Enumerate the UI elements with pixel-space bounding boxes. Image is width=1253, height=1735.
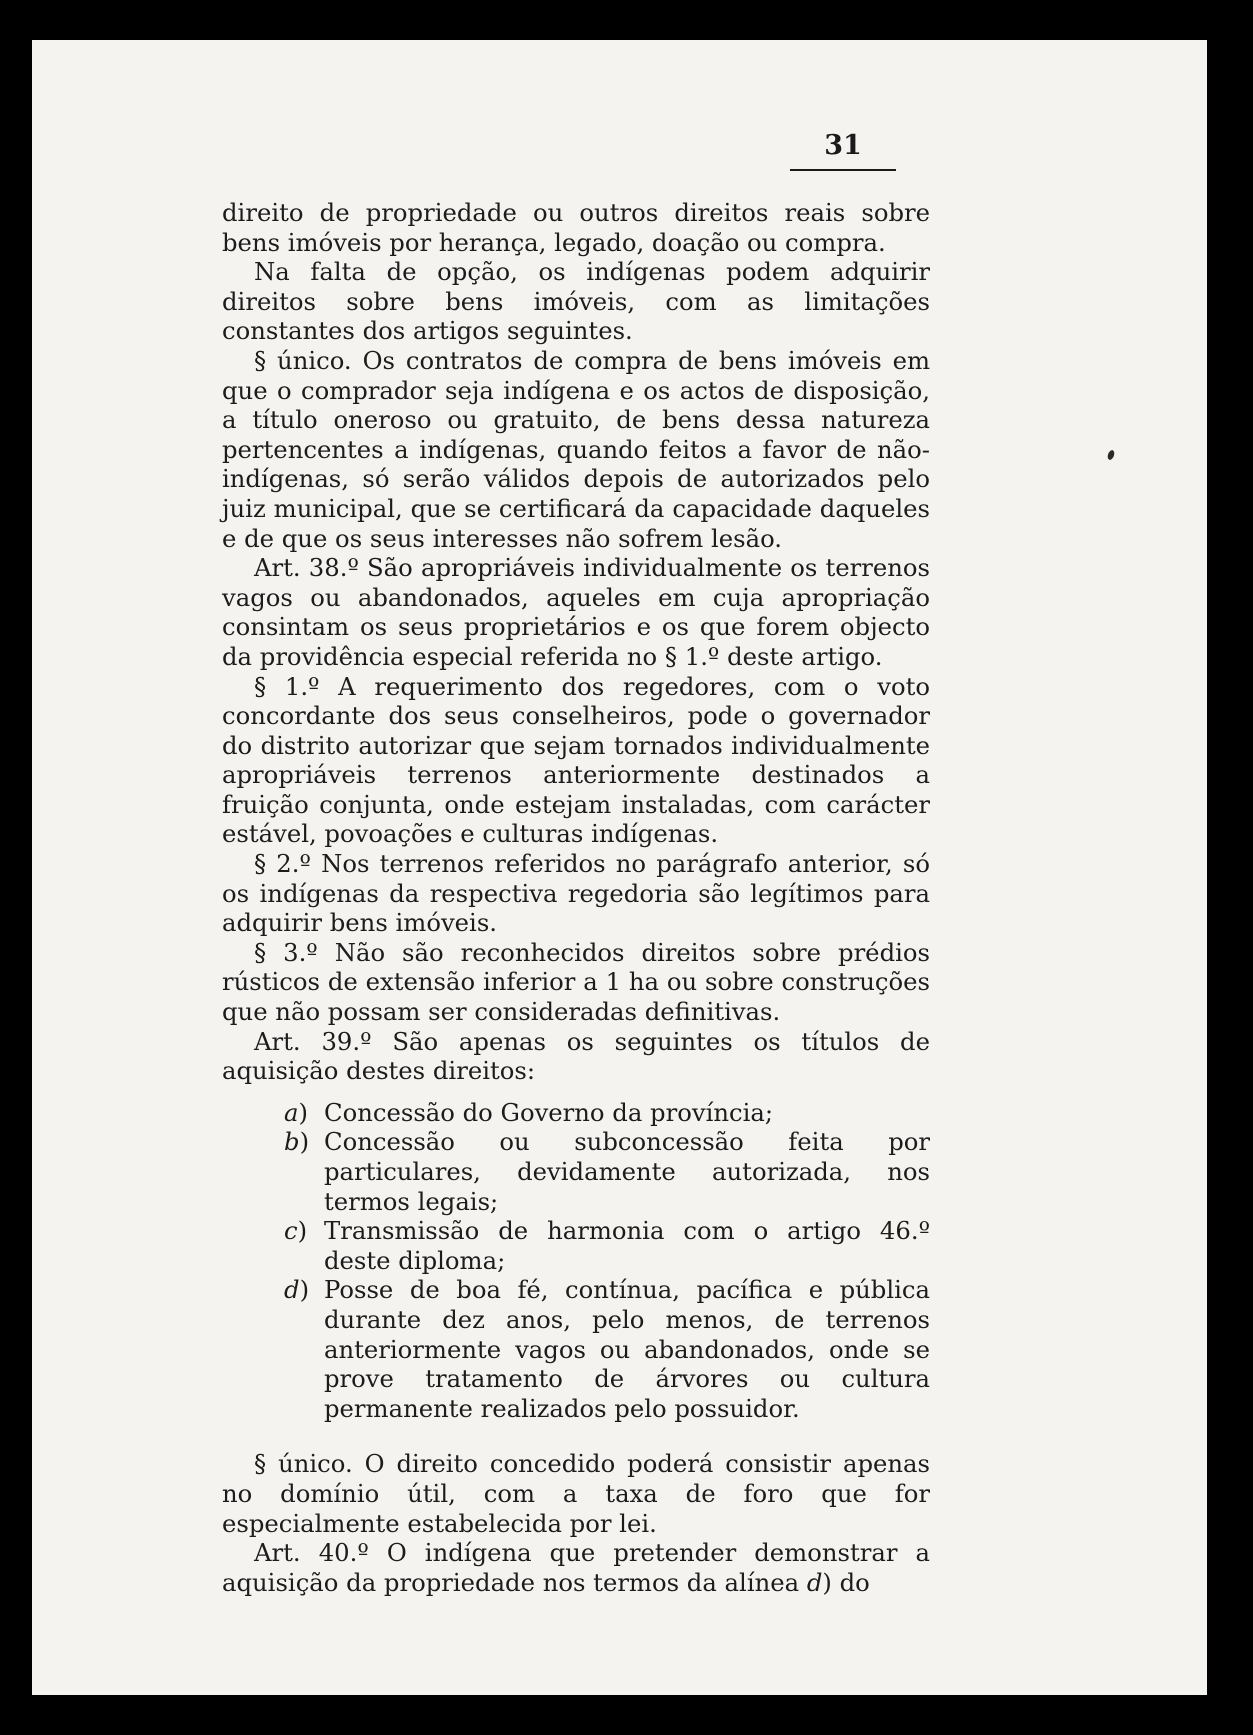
list-item-marker: d) [284,1275,310,1305]
paragraph-continued: direito de propriedade ou outros direitos reais sobre bens imóveis por herança, legado, doação ou compra. [222,198,930,257]
paragraph-section-1: § 1.º A requerimento dos regedores, com o voto concordante dos seus conselheiros, pode o governador do distrito autorizar que sejam tornados individualmente apropriáveis terrenos anteriormente destinados a fruição conjunta, onde estejam instaladas, com carácter estável, povoações e culturas indígenas. [222,671,930,849]
paragraph-section-2: § 2.º Nos terrenos referidos no parágrafo anterior, só os indígenas da respectiva regedoria são legítimos para adquirir bens imóveis. [222,849,930,938]
paragraph-section-3: § 3.º Não são reconhecidos direitos sobre prédios rústicos de extensão inferior a 1 ha ou sobre construções que não possam ser consideradas definitivas. [222,937,930,1027]
list-item-text: Concessão do Governo da província; [324,1097,774,1127]
list-item [222,1275,930,1423]
paragraph-unico: § único. Os contratos de compra de bens imóveis em que o comprador seja indígena e os actos de disposição, a título oneroso ou gratuito, de bens dessa natureza pertencentes a indígenas, quando feitos a favor de não-indígenas, só serão válidos depois de autorizados pelo juiz municipal, que se certificará da capacidade daqueles e de que os seus interesses não sofrem lesão. [222,345,930,553]
paragraph-unico-2: § único. O direito concedido poderá consistir apenas no domínio útil, com a taxa de foro que for especialmente estabelecida por lei. [222,1449,930,1538]
page-number: 31 [790,130,896,171]
acquisition-titles-list [222,1098,930,1424]
list-item-marker: b) [284,1127,310,1157]
paragraph-art-39: Art. 39.º São apenas os seguintes os títulos de aquisição destes direitos: [222,1026,930,1086]
paragraph-art-40: Art. 40.º O indígena que pretender demonstrar a aquisição da propriedade nos termos da alínea d) do [222,1538,930,1597]
list-item [222,1216,930,1275]
list-item-marker: c) [284,1216,308,1246]
paragraph: Na falta de opção, os indígenas podem adquirir direitos sobre bens imóveis, com as limitações constantes dos artigos seguintes. [222,257,930,346]
list-item-marker: a) [284,1097,308,1127]
list-item-text: Posse de boa fé, contínua, pacífica e pública durante dez anos, pelo menos, de terrenos anteriormente vagos ou abandonados, onde se prove tratamento de árvores ou cultura permanente realizados pelo possuidor. [324,1275,930,1423]
list-item-text: Transmissão de harmonia com o artigo 46.º deste diploma; [324,1216,930,1275]
list-item-text: Concessão ou subconcessão feita por particulares, devidamente autorizada, nos termos legais; [324,1127,930,1216]
document-body [222,198,930,1597]
list-item [222,1127,930,1216]
list-item [222,1098,930,1128]
paragraph-art-38: Art. 38.º São apropriáveis individualmente os terrenos vagos ou abandonados, aqueles em cuja apropriação consintam os seus proprietários e os que forem objecto da providência especial referida no § 1.º deste artigo. [222,553,930,671]
